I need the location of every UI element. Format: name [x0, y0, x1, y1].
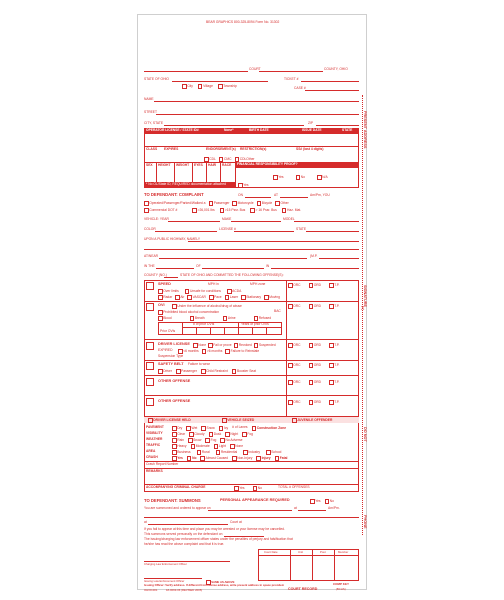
over-16-bus-option[interactable]: > 16 Pssr. Bus: [250, 208, 277, 213]
belt-passenger-option[interactable]: Passenger: [176, 369, 197, 374]
area-business[interactable]: Business: [172, 450, 191, 455]
area-residential[interactable]: Residential: [216, 450, 238, 455]
area-rural[interactable]: Rural: [197, 450, 210, 455]
over-limits-option[interactable]: Over limits: [158, 289, 179, 294]
license-held-option[interactable]: DRIVER LICENSE HELD: [148, 418, 191, 423]
acda-option[interactable]: ACDA: [227, 289, 241, 294]
verify-address-note: Issuing Officer: Verify address. If different from license address, write present address in space provided.: [144, 583, 285, 587]
crash-report-label: Crash Report Number: [146, 462, 179, 466]
visibility-label: VISIBILITY: [146, 431, 163, 435]
milepost-label: (M.P.: [310, 254, 318, 258]
summons-at-label: at: [294, 506, 297, 510]
belt-child-restraint-option[interactable]: Child Restraint: [201, 369, 228, 374]
seized-row: [144, 417, 359, 423]
urine-option[interactable]: Urine: [223, 316, 236, 321]
other-offense-2-checkbox[interactable]: [146, 398, 154, 406]
area-school[interactable]: School: [266, 450, 281, 455]
traffic-label: TRAFFIC: [146, 443, 161, 447]
signature-margin: SIGNATURE: [363, 285, 367, 308]
years-prior-label: Years of prior OVIs: [241, 322, 269, 326]
zip-label: ZIP: [308, 121, 314, 125]
total-offenses-label: TOTAL # OFFENSES: [278, 485, 310, 489]
ovi-label: OVI: [158, 303, 165, 307]
traffic-none[interactable]: None: [230, 444, 243, 449]
model-label: MODEL: [283, 217, 295, 221]
breath-option[interactable]: Breath: [190, 316, 205, 321]
financial-responsibility-header: FINANCIAL RESPONSIBILITY PROOF?: [235, 162, 359, 168]
prohibited-bac-option[interactable]: Prohibited blood alcohol concentration: [158, 310, 219, 315]
traffic-light[interactable]: Light: [214, 444, 226, 449]
accompanying-yes[interactable]: Yes: [234, 486, 245, 491]
pavement-icy[interactable]: Icy: [219, 426, 228, 431]
plate-state-label: STATE: [296, 227, 307, 231]
remarks-label: REMARKS: [146, 469, 163, 473]
vascar-option[interactable]: VASCAR: [187, 295, 206, 300]
driver-license-checkbox[interactable]: [146, 342, 154, 350]
crash-label: CRASH: [146, 455, 158, 459]
speed-label: SPEED: [158, 282, 171, 286]
court-record-label: COURT RECORD: [288, 587, 318, 591]
bac-label: BAC: [274, 309, 281, 313]
city-option[interactable]: City: [182, 84, 193, 89]
belt-booster-option[interactable]: Booster Seat: [232, 369, 256, 374]
no-id-note: * No OL/State ID, REQUIRED documentation attached: [144, 182, 236, 188]
license-revoked-option[interactable]: Revoked: [234, 343, 252, 348]
visibility-fog[interactable]: Fog: [242, 432, 253, 437]
other2-orc[interactable]: ORC: [288, 400, 301, 405]
visibility-night[interactable]: Night: [225, 432, 238, 437]
hair-label: HAIR: [208, 163, 217, 167]
license-ord[interactable]: ORD: [309, 343, 322, 348]
eyes-label: EYES: [194, 163, 203, 167]
area-label: AREA: [146, 449, 156, 453]
blood-option[interactable]: Blood: [158, 316, 172, 321]
operated-option[interactable]: Operated/Passenger/Parked/Walked a: [144, 201, 206, 206]
crash-almost[interactable]: Almost Caused: [200, 456, 228, 461]
complaint-on: ON: [238, 193, 243, 197]
printer-line: BEAR GRAPHICS 800-325-8094 Form No. 31302: [206, 20, 280, 24]
financial-yes[interactable]: Yes: [273, 175, 284, 180]
expired-over-6-option[interactable]: >6 months: [202, 349, 223, 354]
in-the-label: IN THE: [144, 264, 155, 268]
ticket-label: TICKET #: [284, 77, 299, 81]
village-option[interactable]: Village: [198, 84, 213, 89]
present-address-margin: PRESENT ADDRESS: [363, 111, 367, 149]
crash-injury[interactable]: Injury: [256, 456, 270, 461]
accompanying-no[interactable]: No: [253, 486, 262, 491]
stationary-option[interactable]: Stationary: [241, 295, 261, 300]
summons-para4: he/she has read the above complaint and that it is true.: [144, 542, 225, 546]
county-ohio-label: COUNTY, OHIO: [324, 67, 348, 71]
pavement-label: PAVEMENT: [146, 425, 164, 429]
pavement-snow[interactable]: Snow: [201, 426, 214, 431]
visibility-dusk[interactable]: Dusk: [209, 432, 222, 437]
cdl-other-option[interactable]: CDLOther: [235, 157, 255, 162]
crash-no[interactable]: No: [187, 456, 197, 461]
weather-rain[interactable]: Rain: [172, 438, 184, 443]
failure-to-wear-label: Failure to wear: [188, 362, 210, 366]
bicycle-option[interactable]: Bicycle: [257, 201, 273, 206]
committed-label: STATE OF OHIO AND COMMITTED THE FOLLOWING OFFENSE(S):: [180, 273, 284, 277]
license-fail-prove-option[interactable]: Fail or prove: [208, 343, 232, 348]
visibility-cloudy[interactable]: Cloudy: [189, 432, 204, 437]
speed-orc[interactable]: ORC: [288, 283, 301, 288]
summons-title: TO DEFENDANT: SUMMONS: [144, 498, 201, 503]
comp-key-label: COMP KEY: [333, 582, 349, 586]
in-label: IN: [266, 264, 270, 268]
form-revision: 18-0093-06 (REVISED 2005): [166, 588, 203, 592]
unit-header: Unit: [298, 550, 303, 554]
other2-tp[interactable]: T.P.: [329, 400, 339, 405]
cdl-option[interactable]: CDL: [204, 157, 216, 162]
case-label: CASE #: [294, 86, 306, 90]
construction-zone-option[interactable]: Construction Zone: [252, 426, 287, 431]
restrictions-label: RESTRICTION(s): [240, 147, 267, 151]
appearance-yes[interactable]: Yes: [310, 499, 321, 504]
of-label: OF: [196, 264, 201, 268]
driver-license-label: DRIVER LICENSE: [158, 342, 190, 346]
other-offense-1-checkbox[interactable]: [146, 378, 154, 386]
pace-option[interactable]: Pace: [209, 295, 222, 300]
ovi-orc[interactable]: ORC: [288, 304, 301, 309]
class-label: CLASS: [146, 147, 158, 151]
do-not-margin: DO NOT: [363, 427, 367, 442]
ovi-checkbox[interactable]: [146, 303, 154, 311]
juvenile-offender-option[interactable]: JUVENILE OFFENDER: [292, 418, 332, 423]
other-offense-1-label: OTHER OFFENSE: [158, 379, 191, 383]
lanes-count: # of Lanes: [232, 425, 248, 429]
license-plate-label: LICENSE #: [219, 227, 236, 231]
failure-reinstate-option[interactable]: Failure to Reinstate: [225, 349, 259, 354]
mph-in-label: MPH in: [208, 282, 219, 286]
summons-para1: If you fail to appear at this time and place you may be arrested or your license may be cancelled.: [144, 527, 285, 531]
weather-snow[interactable]: Snow: [188, 438, 201, 443]
other1-ord[interactable]: ORD: [309, 380, 322, 385]
num-prior-label: # of prior OVIs: [193, 322, 215, 326]
passenger-option[interactable]: Passenger: [209, 201, 230, 206]
visibility-clear[interactable]: Clear: [172, 432, 185, 437]
other-vehicle-option[interactable]: Other: [275, 201, 288, 206]
state-of-ohio-label: STATE OF OHIO: [144, 77, 169, 81]
other1-tp[interactable]: T.P.: [329, 380, 339, 385]
post-header: Post: [320, 550, 326, 554]
weather-no-adverse[interactable]: No Adverse: [220, 438, 242, 443]
weight-label: WEIGHT: [176, 163, 190, 167]
license-suspended-option[interactable]: Suspended: [254, 343, 276, 348]
refused-option[interactable]: Refused: [254, 316, 271, 321]
summoned-label: You are summoned and ordered to appear on: [144, 506, 211, 510]
court-label: COURT: [249, 67, 261, 71]
laser-option[interactable]: Laser: [225, 295, 238, 300]
other-offense-2-label: OTHER OFFENSE: [158, 399, 191, 403]
highway-label: UPON A PUBLIC HIGHWAY, NAMELY: [144, 237, 201, 241]
complaint-ampm: Am/Pm, YOU: [310, 193, 330, 197]
color-label: COLOR: [144, 227, 156, 231]
charging-officer-label: Charging Law Enforcement Officer: [144, 562, 187, 566]
mph-zone-label: MPH zone: [250, 282, 266, 286]
belt-orc[interactable]: ORC: [288, 363, 301, 368]
summons-para3: The issuing/charging law enforcement officer states under the penalties of perjury and falsification that: [144, 537, 293, 541]
phone-margin: PHONE: [363, 515, 367, 529]
traffic-moderate[interactable]: Moderate: [191, 444, 210, 449]
belt-driver-option[interactable]: Driver: [158, 369, 172, 374]
weather-fog[interactable]: Fog: [205, 438, 216, 443]
suspension-type-label: Suspension Type: [158, 354, 184, 358]
prior-ovis-label: Prior OVIs: [160, 329, 176, 333]
safety-belt-checkbox[interactable]: [146, 362, 154, 370]
ovi-ord[interactable]: ORD: [309, 304, 322, 309]
unsafe-conditions-option[interactable]: Unsafe for conditions: [185, 289, 221, 294]
endorsements-label: ENDORSEMENT(s): [206, 147, 236, 151]
over-26001-option[interactable]: >26,001 lbs: [192, 208, 214, 213]
cmc-option[interactable]: CMC: [219, 157, 232, 162]
city-state-label: CITY, STATE: [144, 121, 164, 125]
make-label: MAKE: [222, 217, 232, 221]
issuing-officer-label: Issuing Law Enforcement Officer: [144, 579, 185, 583]
speed-checkbox[interactable]: [146, 282, 154, 290]
complaint-at: AT: [274, 193, 278, 197]
vehicle-seized-option[interactable]: VEHICLE SEIZED: [222, 418, 254, 423]
crash-non-injury[interactable]: Non-Injury: [232, 456, 252, 461]
over-15-bus-option[interactable]: >15 Pssr. Bus: [220, 208, 246, 213]
same-as-above-option[interactable]: SAME AS ABOVE: [206, 580, 234, 585]
expired-label: EXPIRED: [158, 348, 173, 352]
license-header: OPERATOR LICENSE / STATE ID# None* BIRTH DATE ISSUE DATE STATE: [144, 128, 359, 134]
pavement-wet[interactable]: Wet: [186, 426, 197, 431]
other1-orc[interactable]: ORC: [288, 380, 301, 385]
ovi-tp[interactable]: T.P.: [329, 304, 339, 309]
license-tp[interactable]: T.P.: [329, 343, 339, 348]
weather-label: WEATHER: [146, 437, 163, 441]
accompanying-charge-label: ACCOMPANYING CRIMINAL CHARGE: [146, 485, 206, 489]
name-label: NAME: [144, 97, 154, 101]
speed-tp[interactable]: T.P.: [329, 283, 339, 288]
moving-option[interactable]: Moving: [264, 295, 280, 300]
summons-para2: This summons served personally on the defendant on: [144, 532, 223, 536]
ssn-label: SS# (last 4 digits): [296, 147, 324, 151]
expired-under-6-option[interactable]: <6 months: [178, 349, 199, 354]
motorcycle-option[interactable]: Motorcycle: [232, 201, 253, 206]
citation-form: [137, 14, 367, 590]
vehicle-year-label: VEHICLE: YEAR: [144, 217, 169, 221]
traffic-heavy[interactable]: Heavy: [172, 444, 187, 449]
complaint-title: TO DEFENDANT: COMPLAINT: [144, 192, 204, 197]
other2-ord[interactable]: ORD: [309, 400, 322, 405]
court-date-header: Court Date: [264, 550, 278, 554]
race-label: RACE: [222, 163, 232, 167]
radar-option[interactable]: Radar: [158, 295, 172, 300]
summons-at2-label: at: [144, 520, 147, 524]
under-influence-option[interactable]: Under the influence of alcohol/drug of abuse: [172, 304, 242, 309]
height-label: HEIGHT: [158, 163, 171, 167]
commercial-dot-option[interactable]: Commercial DOT #: [144, 208, 177, 213]
safety-belt-label: SAFETY BELT: [158, 362, 184, 366]
financial-na[interactable]: N/A: [317, 175, 328, 180]
appearance-no[interactable]: No: [325, 499, 334, 504]
belt-tp[interactable]: T.P.: [329, 363, 339, 368]
financial-no[interactable]: No: [296, 175, 305, 180]
crash-yes[interactable]: Yes: [172, 456, 183, 461]
form-code: OHIO1001: [144, 588, 158, 592]
no-id-yes[interactable]: Yes: [238, 183, 249, 188]
pavement-dry[interactable]: Dry: [172, 426, 182, 431]
license-none-option[interactable]: None: [193, 343, 206, 348]
personal-appearance-label: PERSONAL APPEARANCE REQUIRED: [220, 498, 290, 502]
air-option[interactable]: Air: [175, 295, 184, 300]
sex-label: SEX: [146, 163, 153, 167]
signature-x: X: [361, 306, 365, 312]
area-industry[interactable]: Industry: [243, 450, 260, 455]
at-near-label: AT/NEAR: [144, 254, 159, 258]
expires-label: EXPIRES: [164, 147, 179, 151]
county-no-label: COUNTY (NO.): [144, 273, 167, 277]
speed-ord[interactable]: ORD: [309, 283, 322, 288]
street-label: STREET: [144, 110, 158, 114]
member-header: Member: [338, 550, 349, 554]
comp-code: (BCHS): [336, 587, 346, 591]
belt-ord[interactable]: ORD: [309, 363, 322, 368]
summons-ampm-label: Am/Pm.: [328, 506, 340, 510]
crash-fatal[interactable]: Fatal: [275, 456, 288, 461]
court-at-label: Court at: [230, 520, 242, 524]
township-option[interactable]: Township: [218, 84, 237, 89]
hazmat-option[interactable]: Haz. Mat.: [282, 208, 301, 213]
license-orc[interactable]: ORC: [288, 343, 301, 348]
